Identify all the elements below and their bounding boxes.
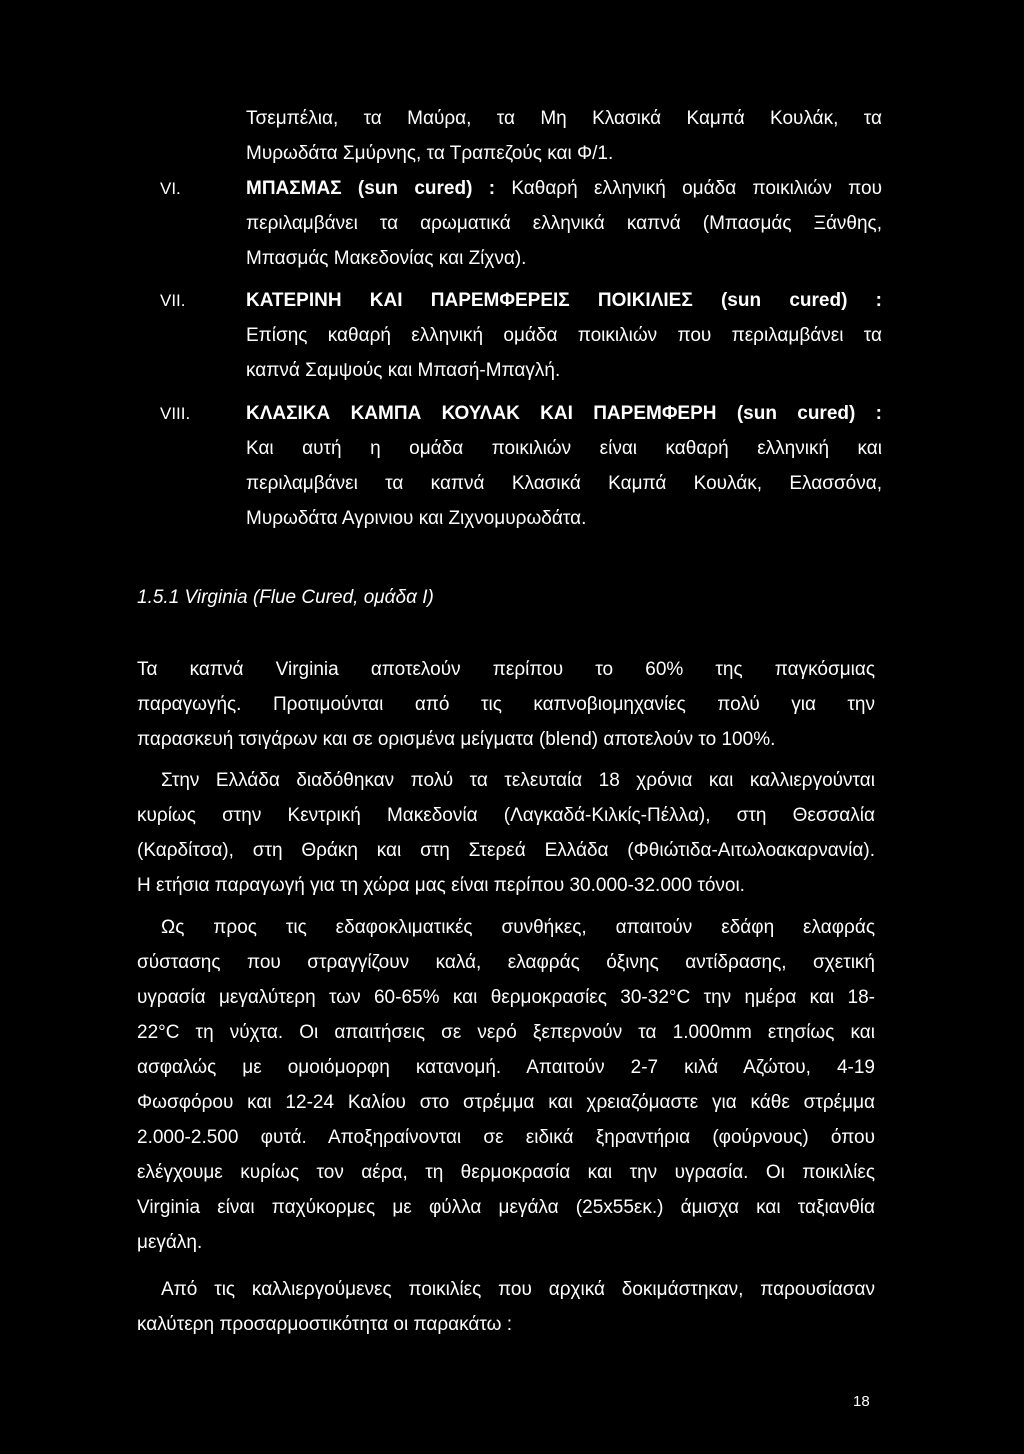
list-item-text: Καθαρή ελληνική ομάδα ποικιλιών που <box>495 178 882 199</box>
text-line: σύστασης που στραγγίζουν καλά, ελαφράς όξινης αντίδρασης, σχετική <box>137 952 875 973</box>
paragraph <box>137 652 875 757</box>
text-line: Στην Ελλάδα διαδόθηκαν πολύ τα τελευταία 18 χρόνια και καλλιεργούνται <box>161 770 875 791</box>
list-item-heading: ΚΛΑΣΙΚΑ ΚΑΜΠΑ ΚΟΥΛΑΚ ΚΑΙ ΠΑΡΕΜΦΕΡΗ (sun cured) : <box>246 403 882 424</box>
text-line: Τσεμπέλια, τα Μαύρα, τα Μη Κλασικά Καμπά Κουλάκ, τα <box>246 108 882 129</box>
text-line: Μυρωδάτα Σμύρνης, τα Τραπεζούς και Φ/1. <box>246 143 614 164</box>
text-line: μεγάλη. <box>137 1232 203 1253</box>
text-line: Από τις καλλιεργούμενες ποικιλίες που αρχικά δοκιμάστηκαν, παρουσίασαν <box>161 1279 875 1300</box>
text-line: ελέγχουμε κυρίως τον αέρα, τη θερμοκρασία και την υγρασία. Οι ποικιλίες <box>137 1162 875 1183</box>
paragraph <box>137 763 875 903</box>
text-line: Επίσης καθαρή ελληνική ομάδα ποικιλιών που περιλαμβάνει τα <box>246 325 882 346</box>
text-line: παρασκευή τσιγάρων και σε ορισμένα μείγματα (blend) αποτελούν το 100%. <box>137 729 776 750</box>
text-line: καπνά Σαμψούς και Μπασή-Μπαγλή. <box>246 360 561 381</box>
text-line: παραγωγής. Προτιμούνται από τις καπνοβιομηχανίες πολύ για την <box>137 694 875 715</box>
text-line: Φωσφόρου και 12-24 Καλίου στο στρέμμα και χρειαζόμαστε για κάθε στρέμμα <box>137 1092 875 1113</box>
section-heading: 1.5.1 Virginia (Flue Cured, ομάδα I) <box>137 587 434 608</box>
page-number: 18 <box>853 1393 870 1410</box>
list-item-body <box>246 101 882 171</box>
text-line: 22°C τη νύχτα. Οι απαιτήσεις σε νερό ξεπερνούν τα 1.000mm ετησίως και <box>137 1022 875 1043</box>
text-line: Virginia είναι παχύκορμες με φύλλα μεγάλα (25x55εκ.) άμισχα και ταξιανθία <box>137 1197 875 1218</box>
list-item-body <box>246 171 882 276</box>
text-line: Τα καπνά Virginia αποτελούν περίπου το 60% της παγκόσμιας <box>137 659 875 680</box>
list-item-number: VII. <box>160 291 186 310</box>
text-line: Μυρωδάτα Αγρινιου και Ζιχνομυρωδάτα. <box>246 508 587 529</box>
text-line: περιλαμβάνει τα καπνά Κλασικά Καμπά Κουλάκ, Ελασσόνα, <box>246 473 882 494</box>
text-line: Και αυτή η ομάδα ποικιλιών είναι καθαρή ελληνική και <box>246 438 882 459</box>
paragraph <box>137 1272 875 1342</box>
text-line: καλύτερη προσαρμοστικότητα οι παρακάτω : <box>137 1314 512 1335</box>
list-item-number: VIII. <box>160 404 191 423</box>
text-line: 2.000-2.500 φυτά. Αποξηραίνονται σε ειδικά ξηραντήρια (φούρνους) όπου <box>137 1127 875 1148</box>
text-line: ασφαλώς με ομοιόμορφη κατανομή. Απαιτούν 2-7 κιλά Αζώτου, 4-19 <box>137 1057 875 1078</box>
list-item-heading: ΚΑΤΕΡΙΝΗ ΚΑΙ ΠΑΡΕΜΦΕΡΕΙΣ ΠΟΙΚΙΛΙΕΣ (sun cured) : <box>246 290 882 311</box>
text-line: Μπασμάς Μακεδονίας και Ζίχνα). <box>246 248 527 269</box>
text-line: υγρασία μεγαλύτερη των 60-65% και θερμοκρασίες 30-32°C την ημέρα και 18- <box>137 987 875 1008</box>
list-item-body <box>246 283 882 388</box>
list-item-heading: ΜΠΑΣΜΑΣ (sun cured) : <box>246 178 496 199</box>
text-line: Ως προς τις εδαφοκλιματικές συνθήκες, απαιτούν εδάφη ελαφράς <box>161 917 875 938</box>
text-line: περιλαμβάνει τα αρωματικά ελληνικά καπνά (Μπασμάς Ξάνθης, <box>246 213 882 234</box>
text-line: Η ετήσια παραγωγή για τη χώρα μας είναι περίπου 30.000-32.000 τόνοι. <box>137 875 745 896</box>
list-item-number: VI. <box>160 179 181 198</box>
text-line: κυρίως στην Κεντρική Μακεδονία (Λαγκαδά-Κιλκίς-Πέλλα), στη Θεσσαλία <box>137 805 875 826</box>
paragraph <box>137 910 875 1260</box>
list-item-body <box>246 396 882 536</box>
text-line <box>246 171 882 206</box>
text-line: (Καρδίτσα), στη Θράκη και στη Στερεά Ελλάδα (Φθιώτιδα-Αιτωλοακαρνανία). <box>137 840 875 861</box>
